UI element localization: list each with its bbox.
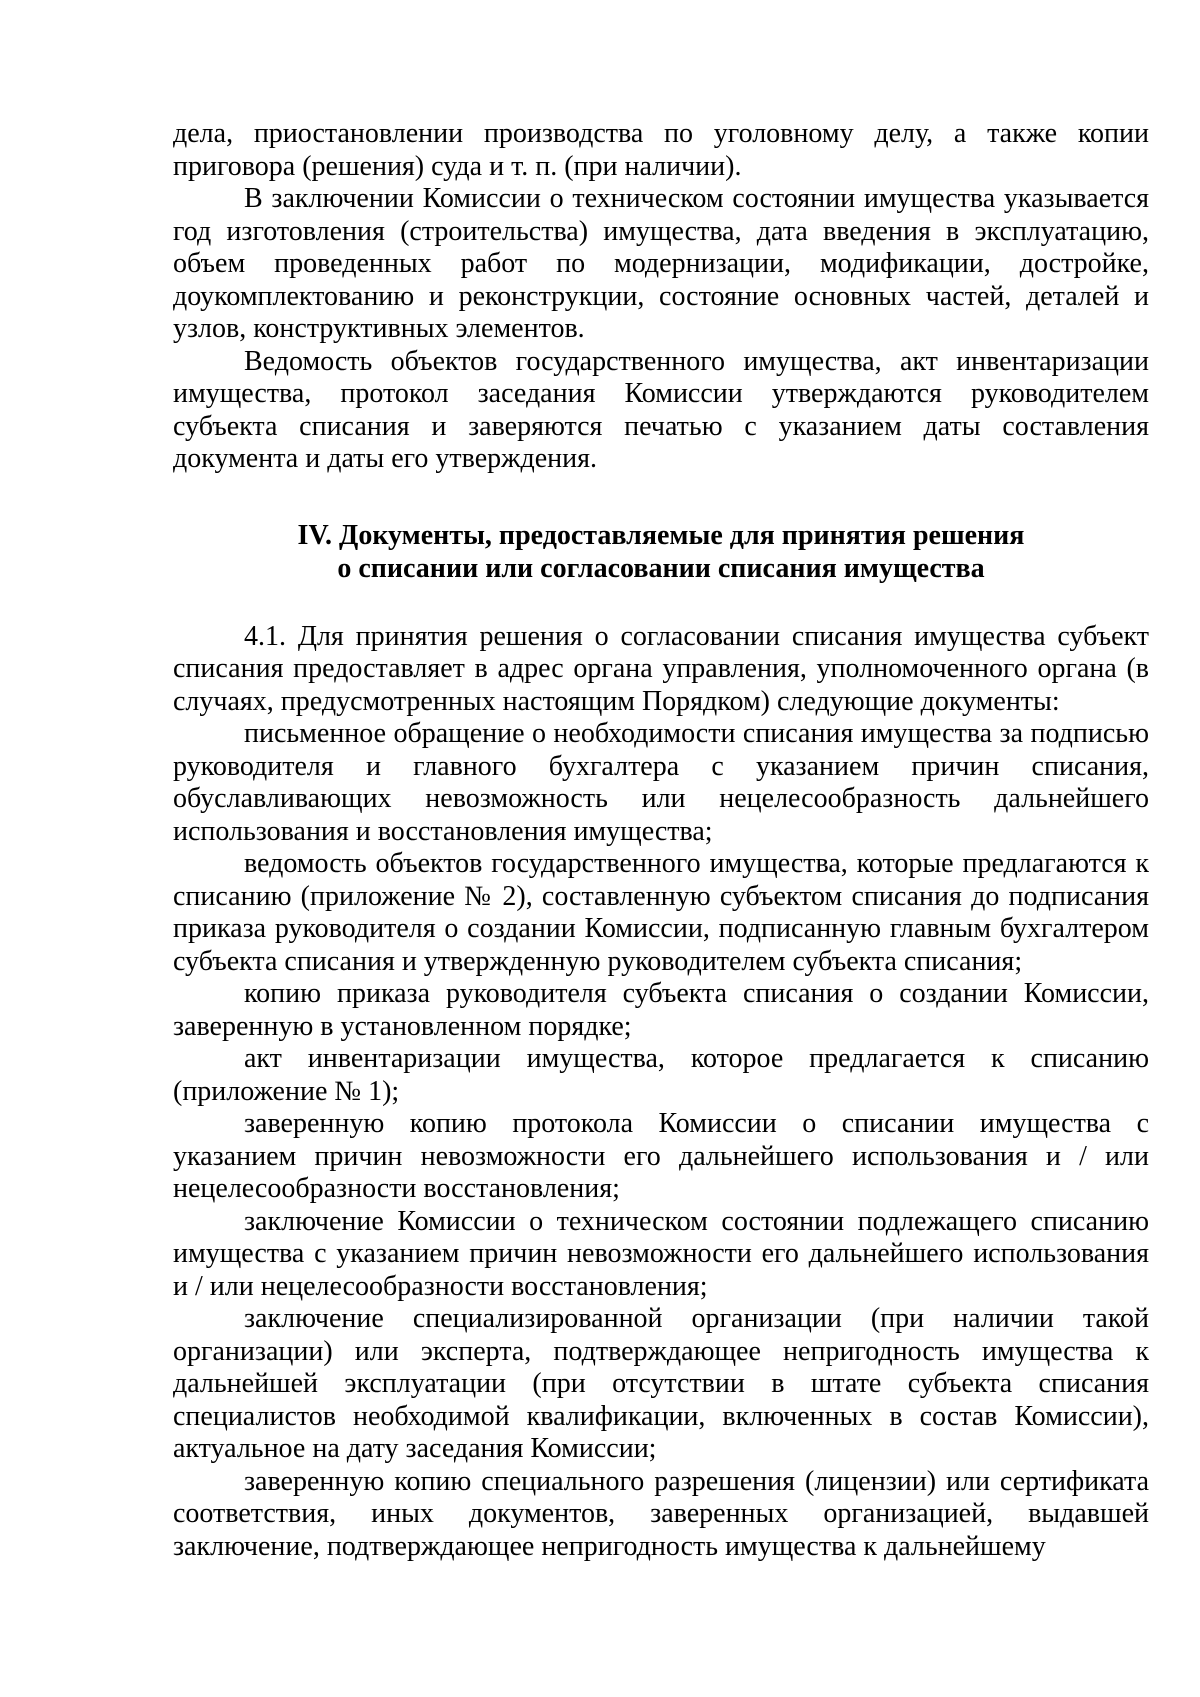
paragraph-approval: Ведомость объектов государственного имущества, акт инвентаризации имущества, протокол заседания Комиссии утверждаются руководителем субъекта списания и заверяются печатью с указанием даты составления документа и даты его утверждения.: [173, 345, 1149, 474]
list-item-written-request: письменное обращение о необходимости списания имущества за подписью руководителя и главного бухгалтера с указанием причин списания, обуславливающих невозможность или нецелесообразность дальнейшего использования и восстановления имущества;: [173, 718, 1149, 847]
section-heading: [173, 519, 1149, 585]
section-heading-line-1: IV. Документы, предоставляемые для принятия решения: [297, 519, 1025, 551]
list-item-expert-conclusion: заключение специализированной организации (при наличии такой организации) или эксперта, подтверждающее непригодность имущества к дальнейшей эксплуатации (при отсутствии в штате субъекта списания специалистов необходимой квалификации, включенных в состав Комиссии), актуальное на дату заседания Комиссии;: [173, 1303, 1149, 1464]
paragraph-continuation: дела, приостановлении производства по уголовному делу, а также копии приговора (решения) суда и т. п. (при наличии).: [173, 118, 1149, 182]
list-item-property-statement: ведомость объектов государственного имущества, которые предлагаются к списанию (приложение № 2), составленную субъектом списания до подписания приказа руководителя о создании Комиссии, подписанную главным бухгалтером субъекта списания и утвержденную руководителем субъекта списания;: [173, 848, 1149, 977]
list-item-protocol-copy: заверенную копию протокола Комиссии о списании имущества с указанием причин невозможности его дальнейшего использования и / или нецелесообразности восстановления;: [173, 1108, 1149, 1204]
paragraph-technical-condition: В заключении Комиссии о техническом состоянии имущества указывается год изготовления (строительства) имущества, дата введения в эксплуатацию, объем проведенных работ по модернизации, модификации, достройке, доукомплектованию и реконструкции, состояние основных частей, деталей и узлов, конструктивных элементов.: [173, 183, 1149, 344]
list-item-license-copy: заверенную копию специального разрешения (лицензии) или сертификата соответствия, иных документов, заверенных организацией, выдавшей заключение, подтверждающее непригодность имущества к дальнейшему: [173, 1465, 1149, 1562]
document-body: [173, 118, 1149, 1563]
list-item-order-copy: копию приказа руководителя субъекта списания о создании Комиссии, заверенную в установленном порядке;: [173, 978, 1149, 1042]
paragraph-4-1: 4.1. Для принятия решения о согласовании списания имущества субъект списания предоставляет в адрес органа управления, уполномоченного органа (в случаях, предусмотренных настоящим Порядком) следующие документы:: [173, 620, 1149, 717]
section-heading-line-2: о списании или согласовании списания имущества: [337, 552, 985, 584]
list-item-inventory-act: акт инвентаризации имущества, которое предлагается к списанию (приложение № 1);: [173, 1043, 1149, 1107]
list-item-commission-conclusion: заключение Комиссии о техническом состоянии подлежащего списанию имущества с указанием причин невозможности его дальнейшего использования и / или нецелесообразности восстановления;: [173, 1205, 1149, 1302]
